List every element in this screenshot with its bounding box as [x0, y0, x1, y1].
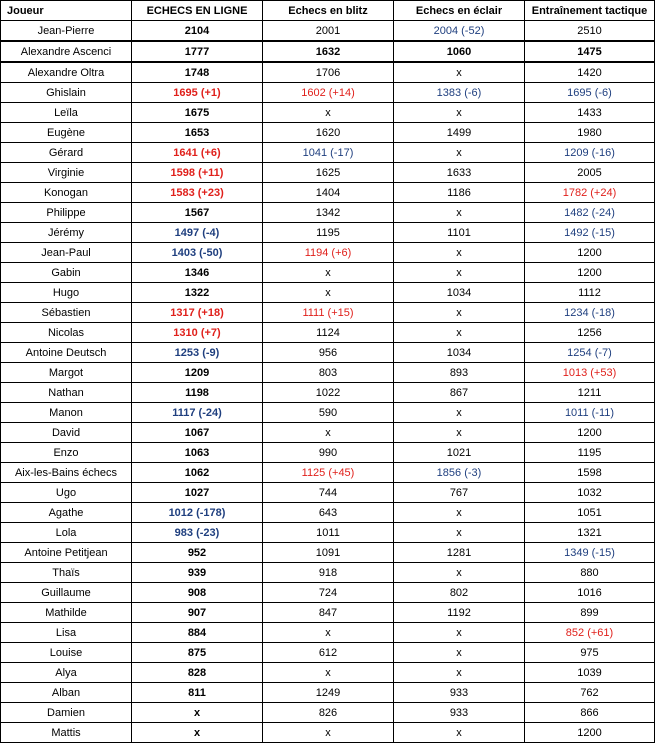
table-row — [1, 303, 655, 323]
cell-tactics[interactable]: 1195 — [525, 443, 655, 463]
cell-blitz[interactable]: x — [263, 423, 394, 443]
cell-blitz[interactable]: 918 — [263, 563, 394, 583]
cell-online-chess[interactable]: 908 — [132, 583, 263, 603]
cell-eclair[interactable]: x — [394, 723, 525, 743]
cell-tactics[interactable]: 1200 — [525, 423, 655, 443]
cell-online-chess[interactable]: 1777 — [132, 41, 263, 62]
cell-player-name[interactable]: Alexandre Oltra — [1, 62, 132, 83]
cell-player-name[interactable]: Damien — [1, 703, 132, 723]
cell-tactics[interactable]: 1492 (-15) — [525, 223, 655, 243]
cell-player-name[interactable]: Lola — [1, 523, 132, 543]
cell-blitz[interactable]: 1091 — [263, 543, 394, 563]
cell-online-chess[interactable]: 1253 (-9) — [132, 343, 263, 363]
cell-tactics[interactable]: 2510 — [525, 21, 655, 42]
cell-online-chess[interactable]: 1653 — [132, 123, 263, 143]
cell-eclair[interactable]: x — [394, 503, 525, 523]
cell-blitz[interactable]: 1249 — [263, 683, 394, 703]
table-row — [1, 83, 655, 103]
cell-tactics[interactable]: 1321 — [525, 523, 655, 543]
table-row — [1, 143, 655, 163]
cell-player-name[interactable]: Enzo — [1, 443, 132, 463]
cell-eclair[interactable]: x — [394, 423, 525, 443]
cell-tactics[interactable]: 975 — [525, 643, 655, 663]
cell-player-name[interactable]: Sébastien — [1, 303, 132, 323]
cell-tactics[interactable]: 1598 — [525, 463, 655, 483]
table-row — [1, 363, 655, 383]
cell-player-name[interactable]: Jean-Pierre — [1, 21, 132, 42]
table-row — [1, 41, 655, 62]
cell-eclair[interactable]: 1499 — [394, 123, 525, 143]
cell-blitz[interactable]: 1620 — [263, 123, 394, 143]
cell-player-name[interactable]: Antoine Deutsch — [1, 343, 132, 363]
cell-blitz[interactable]: 1125 (+45) — [263, 463, 394, 483]
cell-online-chess[interactable]: 1198 — [132, 383, 263, 403]
header-player[interactable]: Joueur — [1, 1, 132, 21]
cell-eclair[interactable]: 2004 (-52) — [394, 21, 525, 42]
cell-eclair[interactable]: x — [394, 203, 525, 223]
cell-eclair[interactable]: 1281 — [394, 543, 525, 563]
cell-player-name[interactable]: Hugo — [1, 283, 132, 303]
table-row — [1, 523, 655, 543]
cell-online-chess[interactable]: 1063 — [132, 443, 263, 463]
cell-player-name[interactable]: Louise — [1, 643, 132, 663]
cell-player-name[interactable]: Lisa — [1, 623, 132, 643]
cell-tactics[interactable]: 1211 — [525, 383, 655, 403]
cell-online-chess[interactable]: 952 — [132, 543, 263, 563]
cell-player-name[interactable]: Nathan — [1, 383, 132, 403]
table-row — [1, 163, 655, 183]
cell-player-name[interactable]: Agathe — [1, 503, 132, 523]
cell-eclair[interactable]: 1021 — [394, 443, 525, 463]
cell-blitz[interactable]: 1124 — [263, 323, 394, 343]
cell-blitz[interactable]: 1195 — [263, 223, 394, 243]
cell-tactics[interactable]: 1420 — [525, 62, 655, 83]
cell-online-chess[interactable]: 875 — [132, 643, 263, 663]
table-row — [1, 443, 655, 463]
table-row — [1, 103, 655, 123]
cell-online-chess[interactable]: 1027 — [132, 483, 263, 503]
table-row — [1, 223, 655, 243]
cell-blitz[interactable]: x — [263, 263, 394, 283]
cell-eclair[interactable]: 1034 — [394, 283, 525, 303]
table-row — [1, 21, 655, 42]
cell-blitz[interactable]: x — [263, 723, 394, 743]
cell-online-chess[interactable]: 907 — [132, 603, 263, 623]
table-row — [1, 603, 655, 623]
cell-blitz[interactable]: 1632 — [263, 41, 394, 62]
cell-eclair[interactable]: x — [394, 143, 525, 163]
cell-player-name[interactable]: Nicolas — [1, 323, 132, 343]
cell-eclair[interactable]: x — [394, 323, 525, 343]
table-row — [1, 543, 655, 563]
cell-tactics[interactable]: 1782 (+24) — [525, 183, 655, 203]
table-row — [1, 703, 655, 723]
cell-tactics[interactable]: 1980 — [525, 123, 655, 143]
cell-online-chess[interactable]: 1012 (-178) — [132, 503, 263, 523]
table-row — [1, 343, 655, 363]
table-row — [1, 183, 655, 203]
table-row — [1, 323, 655, 343]
cell-eclair[interactable]: 1186 — [394, 183, 525, 203]
table-row — [1, 383, 655, 403]
cell-blitz[interactable]: 724 — [263, 583, 394, 603]
cell-online-chess[interactable]: 811 — [132, 683, 263, 703]
cell-online-chess[interactable]: 983 (-23) — [132, 523, 263, 543]
cell-online-chess[interactable]: 1067 — [132, 423, 263, 443]
cell-eclair[interactable]: 1192 — [394, 603, 525, 623]
cell-eclair[interactable]: 867 — [394, 383, 525, 403]
cell-player-name[interactable]: Manon — [1, 403, 132, 423]
cell-tactics[interactable]: 1209 (-16) — [525, 143, 655, 163]
cell-online-chess[interactable]: 2104 — [132, 21, 263, 42]
cell-blitz[interactable]: x — [263, 623, 394, 643]
cell-blitz[interactable]: 1404 — [263, 183, 394, 203]
cell-online-chess[interactable]: 1497 (-4) — [132, 223, 263, 243]
cell-online-chess[interactable]: 1310 (+7) — [132, 323, 263, 343]
cell-online-chess[interactable]: 1675 — [132, 103, 263, 123]
cell-eclair[interactable]: x — [394, 563, 525, 583]
cell-tactics[interactable]: 1016 — [525, 583, 655, 603]
cell-player-name[interactable]: Alban — [1, 683, 132, 703]
table-body — [1, 21, 655, 743]
cell-eclair[interactable]: 767 — [394, 483, 525, 503]
cell-online-chess[interactable]: 1598 (+11) — [132, 163, 263, 183]
cell-tactics[interactable]: 1011 (-11) — [525, 403, 655, 423]
table-row — [1, 263, 655, 283]
cell-blitz[interactable]: 590 — [263, 403, 394, 423]
cell-tactics[interactable]: 2005 — [525, 163, 655, 183]
cell-player-name[interactable]: Jean-Paul — [1, 243, 132, 263]
cell-player-name[interactable]: Aix-les-Bains échecs — [1, 463, 132, 483]
cell-blitz[interactable]: x — [263, 103, 394, 123]
cell-blitz[interactable]: 1011 — [263, 523, 394, 543]
cell-player-name[interactable]: Jérémy — [1, 223, 132, 243]
table-row — [1, 283, 655, 303]
cell-tactics[interactable]: 1254 (-7) — [525, 343, 655, 363]
cell-player-name[interactable]: Konogan — [1, 183, 132, 203]
cell-online-chess[interactable]: 1346 — [132, 263, 263, 283]
cell-eclair[interactable]: 933 — [394, 683, 525, 703]
cell-blitz[interactable]: 744 — [263, 483, 394, 503]
cell-tactics[interactable]: 1475 — [525, 41, 655, 62]
header-tactics[interactable]: Entraînement tactique — [525, 1, 655, 21]
cell-eclair[interactable]: x — [394, 263, 525, 283]
cell-blitz[interactable]: 1625 — [263, 163, 394, 183]
cell-blitz[interactable]: 1602 (+14) — [263, 83, 394, 103]
cell-tactics[interactable]: 1482 (-24) — [525, 203, 655, 223]
cell-blitz[interactable]: x — [263, 663, 394, 683]
table-row — [1, 463, 655, 483]
table-row — [1, 683, 655, 703]
table-row — [1, 243, 655, 263]
cell-blitz[interactable]: 1706 — [263, 62, 394, 83]
table-row — [1, 203, 655, 223]
cell-blitz[interactable]: 847 — [263, 603, 394, 623]
cell-tactics[interactable]: 1695 (-6) — [525, 83, 655, 103]
cell-tactics[interactable]: 1256 — [525, 323, 655, 343]
cell-tactics[interactable]: 1039 — [525, 663, 655, 683]
cell-online-chess[interactable]: 1403 (-50) — [132, 243, 263, 263]
table-row — [1, 583, 655, 603]
cell-tactics[interactable]: 1200 — [525, 723, 655, 743]
cell-online-chess[interactable]: 1695 (+1) — [132, 83, 263, 103]
cell-tactics[interactable]: 1032 — [525, 483, 655, 503]
cell-eclair[interactable]: x — [394, 103, 525, 123]
cell-blitz[interactable]: 956 — [263, 343, 394, 363]
cell-online-chess[interactable]: 884 — [132, 623, 263, 643]
cell-tactics[interactable]: 852 (+61) — [525, 623, 655, 643]
cell-blitz[interactable]: 2001 — [263, 21, 394, 42]
cell-tactics[interactable]: 1051 — [525, 503, 655, 523]
cell-online-chess[interactable]: 1062 — [132, 463, 263, 483]
table-row — [1, 423, 655, 443]
cell-tactics[interactable]: 1200 — [525, 243, 655, 263]
cell-online-chess[interactable]: 828 — [132, 663, 263, 683]
cell-eclair[interactable]: 1034 — [394, 343, 525, 363]
cell-blitz[interactable]: 643 — [263, 503, 394, 523]
cell-player-name[interactable]: Alya — [1, 663, 132, 683]
cell-online-chess[interactable]: x — [132, 723, 263, 743]
cell-player-name[interactable]: Gabin — [1, 263, 132, 283]
table-row — [1, 503, 655, 523]
cell-eclair[interactable]: x — [394, 523, 525, 543]
cell-eclair[interactable]: 1060 — [394, 41, 525, 62]
table-row — [1, 123, 655, 143]
cell-blitz[interactable]: 1111 (+15) — [263, 303, 394, 323]
table-row — [1, 663, 655, 683]
cell-blitz[interactable]: 803 — [263, 363, 394, 383]
cell-blitz[interactable]: 1041 (-17) — [263, 143, 394, 163]
cell-tactics[interactable]: 1234 (-18) — [525, 303, 655, 323]
cell-player-name[interactable]: Gérard — [1, 143, 132, 163]
cell-online-chess[interactable]: x — [132, 703, 263, 723]
cell-eclair[interactable]: 1856 (-3) — [394, 463, 525, 483]
cell-eclair[interactable]: x — [394, 663, 525, 683]
cell-player-name[interactable]: Eugène — [1, 123, 132, 143]
header-eclair[interactable]: Echecs en éclair — [394, 1, 525, 21]
cell-online-chess[interactable]: 939 — [132, 563, 263, 583]
cell-eclair[interactable]: 1633 — [394, 163, 525, 183]
cell-online-chess[interactable]: 1117 (-24) — [132, 403, 263, 423]
cell-tactics[interactable]: 899 — [525, 603, 655, 623]
cell-online-chess[interactable]: 1583 (+23) — [132, 183, 263, 203]
table-row — [1, 62, 655, 83]
cell-online-chess[interactable]: 1317 (+18) — [132, 303, 263, 323]
cell-player-name[interactable]: Philippe — [1, 203, 132, 223]
cell-player-name[interactable]: Ghislain — [1, 83, 132, 103]
cell-online-chess[interactable]: 1567 — [132, 203, 263, 223]
cell-player-name[interactable]: Alexandre Ascenci — [1, 41, 132, 62]
cell-tactics[interactable]: 1200 — [525, 263, 655, 283]
cell-eclair[interactable]: x — [394, 243, 525, 263]
cell-player-name[interactable]: Antoine Petitjean — [1, 543, 132, 563]
cell-player-name[interactable]: Mattis — [1, 723, 132, 743]
cell-player-name[interactable]: Margot — [1, 363, 132, 383]
cell-eclair[interactable]: 893 — [394, 363, 525, 383]
cell-player-name[interactable]: David — [1, 423, 132, 443]
cell-eclair[interactable]: x — [394, 62, 525, 83]
cell-blitz[interactable]: 990 — [263, 443, 394, 463]
cell-player-name[interactable]: Mathilde — [1, 603, 132, 623]
table-row — [1, 643, 655, 663]
cell-tactics[interactable]: 880 — [525, 563, 655, 583]
table-row — [1, 563, 655, 583]
cell-eclair[interactable]: x — [394, 643, 525, 663]
cell-eclair[interactable]: 1101 — [394, 223, 525, 243]
cell-player-name[interactable]: Leïla — [1, 103, 132, 123]
cell-tactics[interactable]: 1349 (-15) — [525, 543, 655, 563]
cell-online-chess[interactable]: 1641 (+6) — [132, 143, 263, 163]
table-row — [1, 623, 655, 643]
cell-player-name[interactable]: Thaïs — [1, 563, 132, 583]
cell-eclair[interactable]: 933 — [394, 703, 525, 723]
header-online-chess[interactable]: ECHECS EN LIGNE — [132, 1, 263, 21]
cell-player-name[interactable]: Virginie — [1, 163, 132, 183]
table-row — [1, 403, 655, 423]
table-row — [1, 483, 655, 503]
cell-blitz[interactable]: 1194 (+6) — [263, 243, 394, 263]
cell-eclair[interactable]: 802 — [394, 583, 525, 603]
cell-tactics[interactable]: 866 — [525, 703, 655, 723]
cell-eclair[interactable]: 1383 (-6) — [394, 83, 525, 103]
cell-blitz[interactable]: 1342 — [263, 203, 394, 223]
cell-eclair[interactable]: x — [394, 403, 525, 423]
table-row — [1, 723, 655, 743]
header-row — [1, 1, 655, 21]
cell-online-chess[interactable]: 1748 — [132, 62, 263, 83]
cell-eclair[interactable]: x — [394, 623, 525, 643]
cell-tactics[interactable]: 1112 — [525, 283, 655, 303]
cell-tactics[interactable]: 1013 (+53) — [525, 363, 655, 383]
cell-blitz[interactable]: 612 — [263, 643, 394, 663]
cell-player-name[interactable]: Ugo — [1, 483, 132, 503]
cell-blitz[interactable]: 826 — [263, 703, 394, 723]
cell-online-chess[interactable]: 1209 — [132, 363, 263, 383]
header-blitz[interactable]: Echecs en blitz — [263, 1, 394, 21]
cell-player-name[interactable]: Guillaume — [1, 583, 132, 603]
cell-tactics[interactable]: 1433 — [525, 103, 655, 123]
cell-blitz[interactable]: 1022 — [263, 383, 394, 403]
cell-blitz[interactable]: x — [263, 283, 394, 303]
cell-tactics[interactable]: 762 — [525, 683, 655, 703]
cell-online-chess[interactable]: 1322 — [132, 283, 263, 303]
cell-eclair[interactable]: x — [394, 303, 525, 323]
